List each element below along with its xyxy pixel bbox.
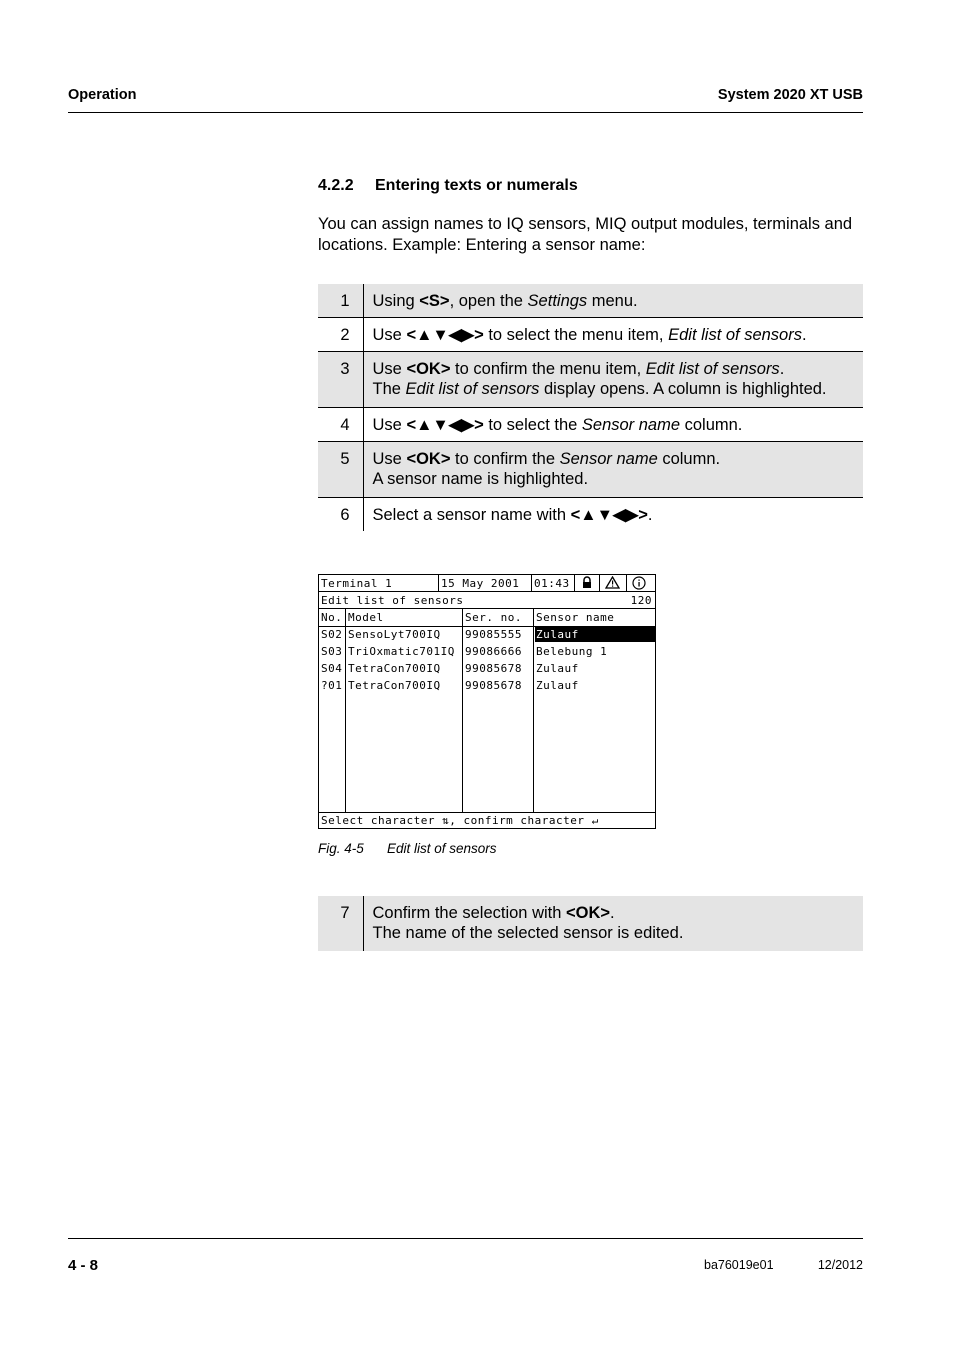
step-text: to select the menu item, — [483, 326, 669, 344]
table-row-sensor-name[interactable]: Zulauf — [536, 662, 579, 675]
table-row-serial: 99085555 — [465, 628, 522, 641]
step-text: Confirm the selection with — [372, 904, 566, 922]
menu-term: Edit list of sensors — [645, 360, 780, 378]
step-number: 3 — [318, 352, 363, 408]
menu-term: Sensor name — [559, 450, 658, 468]
table-row-sensor-name[interactable]: Belebung 1 — [536, 645, 608, 658]
figure-caption — [318, 841, 497, 856]
step-text: Use — [372, 360, 407, 378]
column-divider — [533, 609, 534, 812]
screen-terminal: Terminal 1 — [321, 577, 393, 590]
step-row — [318, 284, 863, 318]
screen-status-line: Select character ⇅, confirm character ↵ — [321, 814, 599, 827]
step-text-cell — [363, 498, 863, 532]
table-row-sensor-name[interactable]: Zulauf — [536, 679, 579, 692]
screen-divider — [574, 575, 575, 591]
step-row — [318, 318, 863, 352]
screen-menu-title: Edit list of sensors — [321, 594, 464, 607]
step-row — [318, 498, 863, 532]
step-number: 7 — [318, 896, 363, 951]
column-header-sensor-name: Sensor name — [536, 611, 615, 624]
step-row — [318, 408, 863, 442]
header-product-name: System 2020 XT USB — [717, 87, 863, 103]
table-row-serial: 99086666 — [465, 645, 522, 658]
table-row-model: TetraCon700IQ — [348, 662, 441, 675]
section-heading — [318, 177, 578, 195]
steps-table — [318, 284, 863, 531]
step-text: . — [779, 360, 785, 378]
column-divider — [345, 609, 346, 812]
step-text: Use — [372, 450, 407, 468]
step-text: to confirm the — [450, 450, 560, 468]
step-text: . — [801, 326, 807, 344]
step-text: Use — [372, 326, 407, 344]
step-number: 5 — [318, 442, 363, 498]
step-number: 2 — [318, 318, 363, 352]
step-text: Using — [372, 292, 420, 310]
table-row-model: SensoLyt700IQ — [348, 628, 441, 641]
screen-menu-code: 120 — [630, 594, 652, 607]
step-text: , open the — [449, 292, 528, 310]
table-row-serial: 99085678 — [465, 679, 522, 692]
table-row-model: TetraCon700IQ — [348, 679, 441, 692]
menu-term: Sensor name — [581, 416, 681, 434]
table-row-no: S04 — [321, 662, 343, 675]
step-text: to confirm the menu item, — [450, 360, 646, 378]
step-text: display opens. A column is highlighted. — [539, 380, 827, 398]
step-text: menu. — [587, 292, 638, 310]
step-text-cell — [363, 896, 863, 951]
screen-divider — [531, 575, 532, 591]
step-text: to select the — [483, 416, 582, 434]
step-text: The name of the selected sensor is edited. — [372, 924, 684, 942]
screen-rule — [319, 591, 655, 592]
steps-table-continued — [318, 896, 863, 951]
step-text: The — [372, 380, 406, 398]
menu-term: Edit list of sensors — [405, 380, 540, 398]
header-section-title: Operation — [68, 87, 137, 103]
step-text: column. — [680, 416, 743, 434]
step-row — [318, 896, 863, 951]
table-row-no: S03 — [321, 645, 343, 658]
device-screen — [318, 574, 656, 829]
header-rule — [68, 112, 863, 113]
column-header-model: Model — [348, 611, 384, 624]
key-label: <▲▼◀▶> — [570, 506, 648, 524]
key-label: <S> — [419, 292, 450, 310]
step-text: . — [610, 904, 615, 922]
key-label: <▲▼◀▶> — [406, 416, 484, 434]
key-label: <OK> — [406, 450, 451, 468]
figure-title: Edit list of sensors — [387, 841, 497, 856]
screen-divider — [438, 575, 439, 591]
step-text: column. — [657, 450, 721, 468]
key-label: <▲▼◀▶> — [406, 326, 484, 344]
step-number: 1 — [318, 284, 363, 318]
step-row — [318, 442, 863, 498]
step-text-cell — [363, 442, 863, 498]
step-number: 4 — [318, 408, 363, 442]
step-text-cell — [363, 408, 863, 442]
section-title: Entering texts or numerals — [375, 177, 578, 194]
step-text-cell — [363, 318, 863, 352]
table-row-no: S02 — [321, 628, 343, 641]
footer-rule — [68, 1238, 863, 1239]
menu-term: Edit list of sensors — [668, 326, 802, 344]
step-number: 6 — [318, 498, 363, 532]
screen-date: 15 May 2001 — [441, 577, 520, 590]
intro-paragraph: You can assign names to IQ sensors, MIQ output modules, terminals and locations. Example: Entering a sensor name: — [318, 215, 853, 254]
screen-time: 01:43 — [534, 577, 570, 590]
column-header-no: No. — [321, 611, 343, 624]
step-text: Select a sensor name with — [372, 506, 571, 524]
step-row — [318, 352, 863, 408]
table-row-serial: 99085678 — [465, 662, 522, 675]
step-text-cell — [363, 352, 863, 408]
menu-term: Settings — [527, 292, 588, 310]
section-number: 4.2.2 — [318, 177, 354, 194]
document-id: ba76019e01 — [704, 1258, 774, 1272]
figure-number: Fig. 4-5 — [318, 841, 364, 856]
screen-divider — [599, 575, 600, 591]
step-text-cell — [363, 284, 863, 318]
table-row-sensor-name-selected[interactable]: Zulauf — [535, 627, 656, 642]
screen-divider — [626, 575, 627, 591]
column-divider — [462, 609, 463, 812]
step-text: . — [647, 506, 653, 524]
table-row-no: ?01 — [321, 679, 343, 692]
key-label: <OK> — [406, 360, 451, 378]
key-label: <OK> — [566, 904, 611, 922]
column-header-serial: Ser. no. — [465, 611, 522, 624]
step-text: Use — [372, 416, 407, 434]
step-text: A sensor name is highlighted. — [372, 470, 589, 488]
table-row-model: TriOxmatic701IQ — [348, 645, 455, 658]
document-date: 12/2012 — [817, 1258, 863, 1272]
screen-rule — [319, 608, 655, 609]
page-number: 4 - 8 — [68, 1257, 99, 1274]
